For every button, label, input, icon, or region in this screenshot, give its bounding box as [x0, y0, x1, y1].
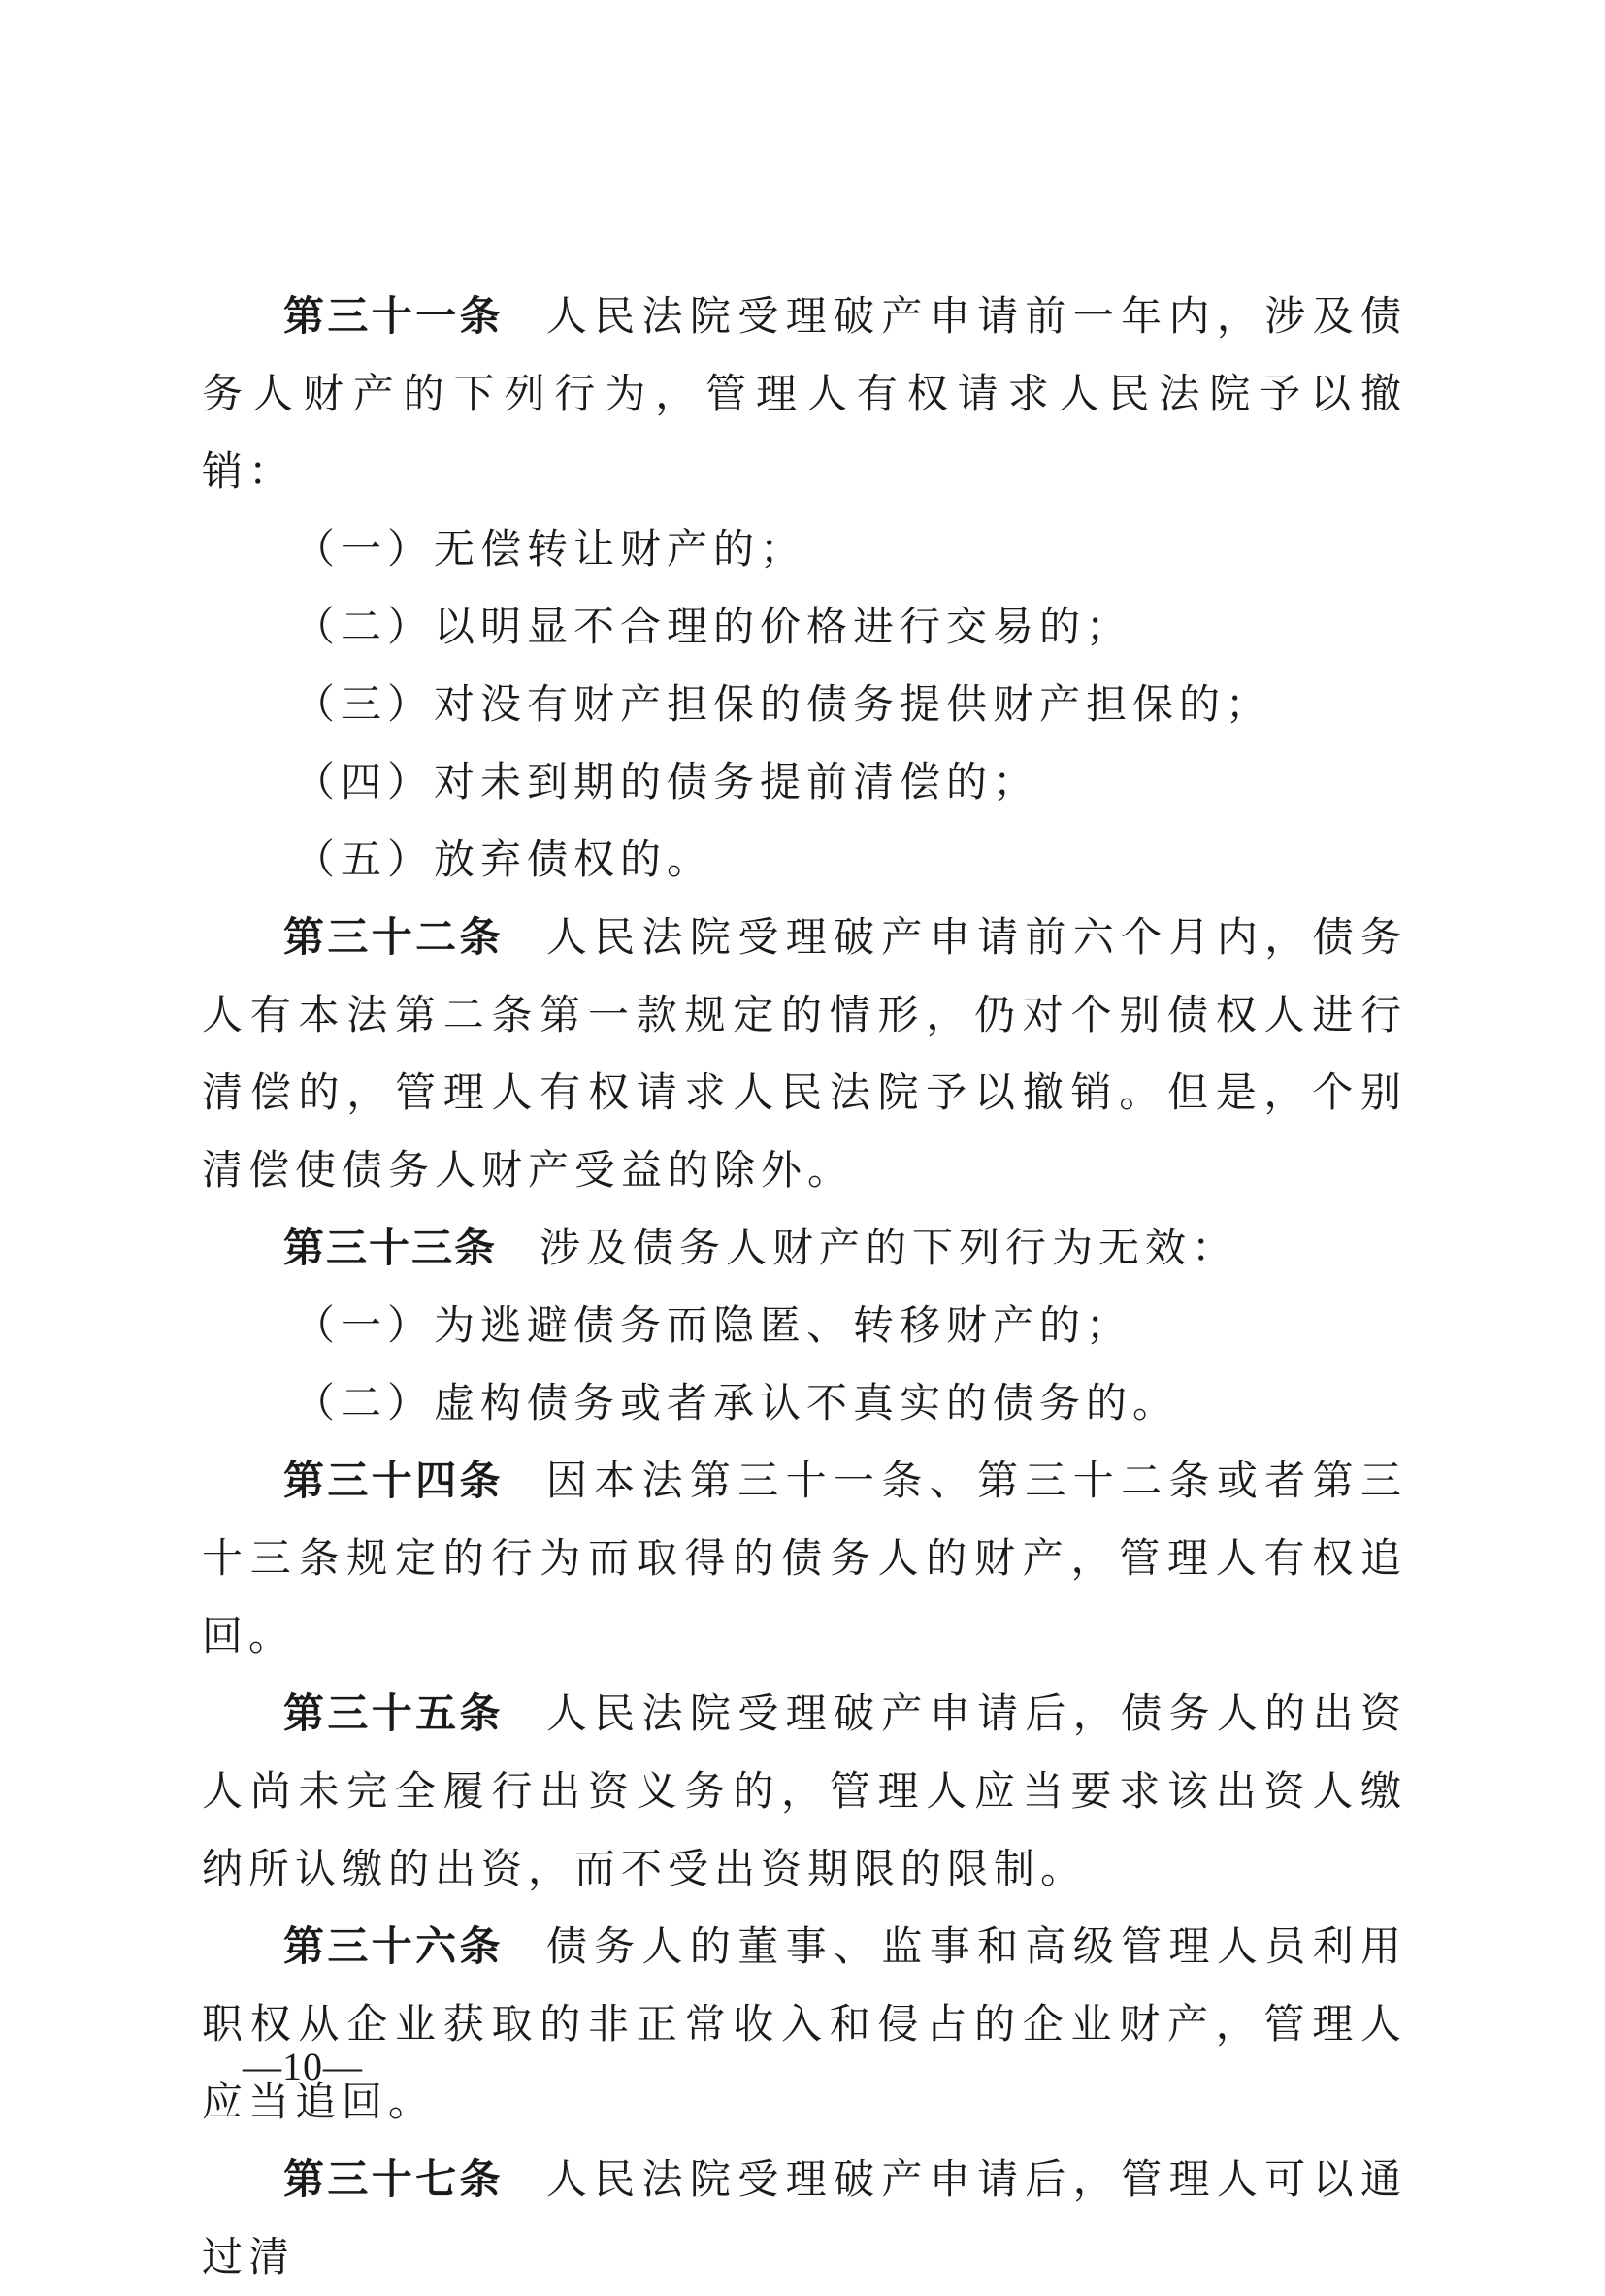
- article-34: [202, 1442, 1407, 1675]
- article-32: [202, 899, 1407, 1209]
- article-number: 第三十二条: [283, 913, 504, 961]
- article-number: 第三十五条: [283, 1689, 504, 1737]
- list-item: （四）对未到期的债务提前清偿的；: [294, 758, 1040, 805]
- list-item: （二）虚构债务或者承认不真实的债务的。: [294, 1379, 1180, 1427]
- article-number: 第三十七条: [283, 2155, 504, 2203]
- article-37: [202, 2141, 1407, 2296]
- page-number: —10—: [243, 2045, 363, 2088]
- document-body: [202, 278, 1407, 2296]
- list-item: （三）对没有财产担保的债务提供财产担保的；: [294, 680, 1273, 728]
- article-text: 因本法第三十一条、第三十二条或者第三十三条规定的行为而取得的债务人的财产，管理人有权追回。: [202, 1457, 1407, 1659]
- article-text: 人民法院受理破产申请后，债务人的出资人尚未完全履行出资义务的，管理人应当要求该出资人缴纳所认缴的出资，而不受出资期限的限制。: [202, 1689, 1407, 1892]
- article-31: [202, 278, 1407, 510]
- article-number: 第三十三条: [283, 1224, 498, 1271]
- list-item: （二）以明显不合理的价格进行交易的；: [294, 603, 1133, 650]
- article-text: 涉及债务人财产的下列行为无效：: [540, 1224, 1239, 1271]
- article-text: 债务人的董事、监事和高级管理人员利用职权从企业获取的非正常收入和侵占的企业财产，管理人应当追回。: [202, 1922, 1407, 2125]
- article-number: 第三十四条: [283, 1457, 504, 1504]
- article-number: 第三十一条: [283, 292, 504, 340]
- list-item: （一）为逃避债务而隐匿、转移财产的；: [294, 1301, 1133, 1349]
- article-35: [202, 1675, 1407, 1908]
- list-item: （五）放弃债权的。: [294, 836, 714, 883]
- article-text: 人民法院受理破产申请前六个月内，债务人有本法第二条第一款规定的情形，仍对个别债权人进行清偿的，管理人有权请求人民法院予以撤销。但是，个别清偿使债务人财产受益的除外。: [202, 913, 1407, 1194]
- article-36: [202, 1908, 1407, 2141]
- article-33: [202, 1209, 1407, 1287]
- article-number: 第三十六条: [283, 1922, 504, 1970]
- list-item: （一）无偿转让财产的；: [294, 525, 807, 573]
- article-text: 人民法院受理破产申请后，管理人可以通过清: [202, 2155, 1407, 2280]
- article-text: 人民法院受理破产申请前一年内，涉及债务人财产的下列行为，管理人有权请求人民法院予以撤销：: [202, 292, 1407, 495]
